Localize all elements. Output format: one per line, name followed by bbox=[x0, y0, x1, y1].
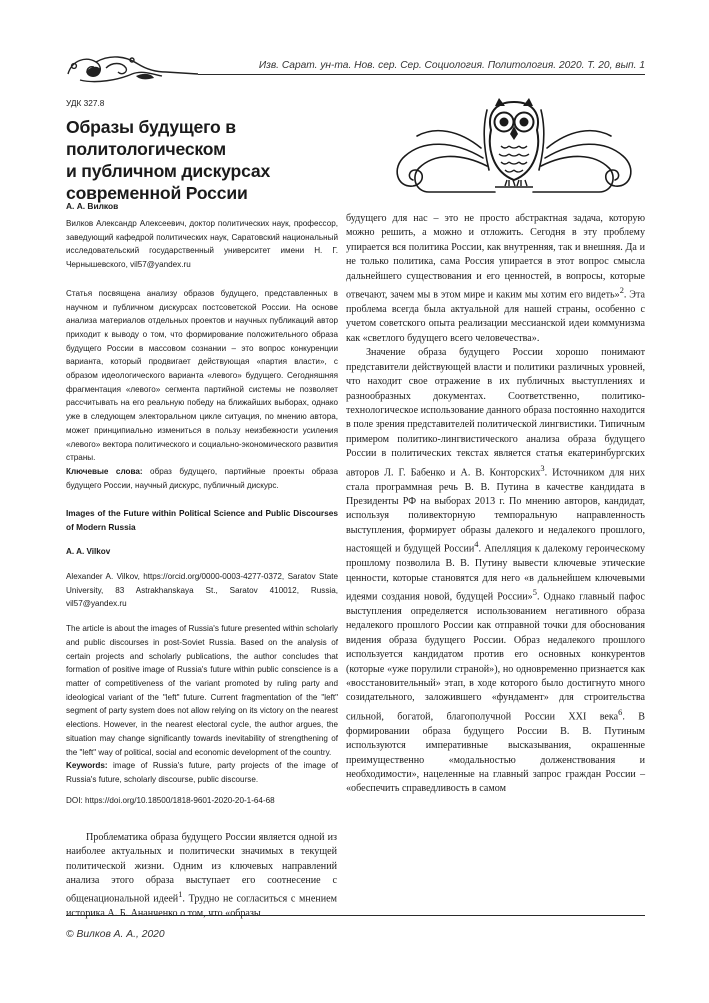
footnote-ref[interactable]: 3 bbox=[540, 463, 545, 473]
author-name-en: A. A. Vilkov bbox=[66, 547, 111, 557]
title-line: Образы будущего в политологическом bbox=[66, 117, 236, 159]
footnote-ref[interactable]: 6 bbox=[618, 707, 623, 717]
keywords-text: образ будущего, партийные проекты образа будущего России, научный дискурс, публичный дискурс. bbox=[66, 466, 338, 490]
footnote-ref[interactable]: 4 bbox=[474, 540, 479, 550]
body-column-right bbox=[346, 212, 645, 797]
journal-title: Изв. Сарат. ун-та. Нов. сер. Сер. Социология. Политология. 2020. Т. 20, вып. 1 bbox=[258, 60, 645, 71]
footer-rule bbox=[66, 915, 645, 916]
header-ornament-icon bbox=[66, 52, 198, 86]
front-matter bbox=[66, 217, 338, 807]
keywords-text: image of Russia's future, party projects of the image of Russia's future, scholarly discourse, public discourse. bbox=[66, 761, 338, 784]
footnote-ref[interactable]: 1 bbox=[178, 890, 183, 900]
abstract-en: The article is about the images of Russia's future presented within scholarly and public discourses in post-Soviet Russia. Based on the analysis of certain projects and scholarly publications, the author concludes that formation of positive image of Russia's future within public conscience is a matter of competitiveness of the variant promoted by ruling party and ideological variant of the "left" future. Current fragmentation of the "left" segment of party system does not allow relying on its victory on the nearest elections. However, in the nearest electoral cycle, the author argues, the situation may change significantly towards inevitability of strengthening of the "left" way of political, social and economic development of the country. bbox=[66, 624, 338, 757]
keywords-ru bbox=[66, 465, 338, 492]
title-en: Images of the Future within Political Science and Public Discourses of Modern Russia bbox=[66, 508, 338, 532]
keywords-en bbox=[66, 759, 338, 786]
body-text: . Эта проблема всегда была актуальной для нашей страны, особенно с учетом советского опыта реализации мессианской идеи коммунизма как «светлого будущего всего человечества». bbox=[346, 289, 645, 344]
copyright: © Вилков А. А., 2020 bbox=[66, 929, 165, 940]
body-column-left bbox=[66, 831, 337, 921]
udk-code: УДК 327.8 bbox=[66, 98, 105, 108]
body-text: Значение образа будущего России хорошо понимают представители действующей власти и политики различных уровней, что находит свое отражение в их публичных выступлениях и разнообразных документах. Соответственно, политико-технологическое использование данного образа постоянно находится в поле зрения представителей политической лингвистики. Типичным примером политико-лингвистического анализа образа будущего России в политических текстах является статья екатеринбургских авторов Л. Г. Бабенко и А. В. Конторских bbox=[346, 347, 645, 479]
owl-emblem-icon bbox=[383, 96, 645, 200]
body-paragraph bbox=[346, 346, 645, 797]
keywords-label: Keywords: bbox=[66, 761, 108, 771]
author-name: А. А. Вилков bbox=[66, 201, 119, 211]
body-text: . Трудно не согласиться с мнением историка А. Б. Ананченко о том, что «образы bbox=[66, 893, 337, 919]
body-text: . Апелляция к далекому героическому прошлому позволила В. В. Путину вывести ключевые этические ценности, которые становятся для него «в дальнейшем ключевыми идеями создания новой, будущей России» bbox=[346, 543, 646, 603]
header-rule bbox=[198, 74, 645, 75]
body-text: . Источником для них стала программная речь В. В. Путина в качестве кандидата в Президенты РФ на выборах 2013 г. По мнению авторов, кандидат, используя поливекторную темпоральную направленность выступления, формирует образы далекого и недалекого прошлого, настоящей и будущей России bbox=[346, 467, 646, 555]
body-text: . Однако главный пафос выступления определяется использованием негативного образа недалекого прошлого России как отправной точки для обоснования видения образа будущего России. Образ недалекого прошлого используется кандидатом против его основных конкурентов (которые «уже порулили страной»), но одновременно признается как «восстановительный» этап, в ходе которого было достигнуто много созидательного, заложившего «фундамент» для строительства сильной, богатой, благополучной России XXI века bbox=[346, 591, 645, 723]
affiliation-ru: Вилков Александр Алексеевич, доктор политических наук, профессор, заведующий кафедрой политических наук, Саратовский национальный исследовательский государственный университет имени Н. Г. Чернышевского, vil57@yandex.ru bbox=[66, 219, 338, 270]
body-paragraph bbox=[346, 212, 645, 346]
abstract-ru: Статья посвящена анализу образов будущего, представленных в научном и публичном дискурсах постсоветской России. На основе анализа материалов отдельных проектов и научных публикаций автор приходит к выводу о том, что формирование положительного образа будущего России в массовом сознании – это вопрос конкуренции варианта, который продвигает действующая «партия власти», с образом идеологического варианта «левого» будущего. Сегодняшняя фрагментация «левого» сегмента партийной системы не позволяет рассчитывать на его реальную победу на ближайших выборах, однако уже в следующем электоральном цикле ситуация, по мнению автора, может принципиально измениться в пользу неизбежности усиления «левого» вектора политического и социально-экономического развития страны. bbox=[66, 288, 338, 463]
affiliation-en: Alexander A. Vilkov, https://orcid.org/0000-0003-4277-0372, Saratov State University, 83 Astrakhanskaya St., Saratov 410012, Russia, vil57@yandex.ru bbox=[66, 572, 338, 609]
body-text: . В формировании образа будущего России В. В. Путиным используются императивные высказывания, окрашенные преимущественно «модальностью долженствования и необходимости», нацеленные на главный запрос граждан России – «обеспечить справедливость в самом bbox=[346, 711, 646, 795]
footnote-ref[interactable]: 5 bbox=[532, 588, 537, 598]
running-header bbox=[66, 52, 645, 86]
title-line: современной России bbox=[66, 183, 248, 203]
title-line: и публичном дискурсах bbox=[66, 161, 271, 181]
footnote-ref[interactable]: 2 bbox=[619, 286, 624, 296]
body-paragraph bbox=[66, 831, 337, 921]
article-title bbox=[66, 116, 396, 204]
keywords-label: Ключевые слова: bbox=[66, 466, 143, 476]
body-text: Проблематика образа будущего России является одной из наиболее актуальных и политически значимых в текущей политической жизни. Одним из ключевых направлений анализа этого образа выступает его соотнесение с общенациональной идеей bbox=[66, 832, 337, 905]
body-text: будущего для нас – это не просто абстрактная задача, которую можно решить, а можно и отложить. Сегодня в эту проблему упирается вся политика России, как внутренняя, так и внешняя. Да и не только политика, сама Россия упирается в этот вопрос смысла дальнейшего существования и его ценностей, в вопросы, которые отвечают, зачем мы в этом мире и каким мы хотим его видеть» bbox=[346, 213, 645, 301]
doi-link[interactable]: DOI: https://doi.org/10.18500/1818-9601-2020-20-1-64-68 bbox=[66, 795, 275, 805]
